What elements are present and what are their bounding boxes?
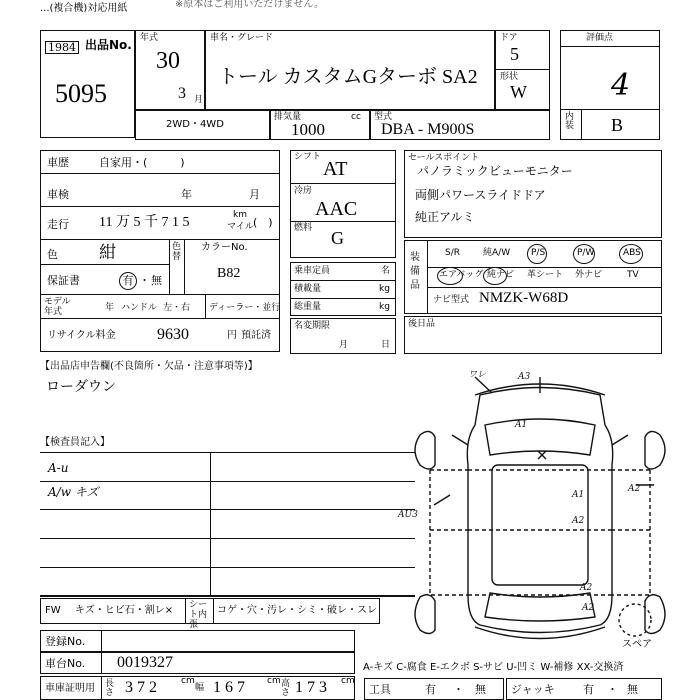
type-value: DBA - M900S (381, 121, 475, 138)
diagram-mark: A3 (518, 372, 531, 382)
fuel-label: 燃料 (294, 223, 313, 233)
diagram-mark: AU3 (398, 510, 418, 520)
year-box (135, 30, 205, 110)
year-month-unit: 月 (194, 95, 204, 105)
equip-navi: 純ナビ (487, 270, 515, 280)
sales-point-item: 両側パワースライドドア (415, 188, 546, 202)
circle-mark (619, 244, 643, 264)
model-label: 車名・グレード (210, 33, 274, 43)
lot-year-stamp: 1984 (45, 41, 79, 54)
inspection-year-unit: 年 (181, 188, 192, 201)
doors-box (495, 30, 550, 110)
ac-label: 冷房 (294, 186, 313, 196)
displacement-label: 排気量 (274, 112, 302, 122)
color-change-label: 色替 (172, 242, 182, 262)
equip-ps: P/S (531, 248, 546, 258)
dims-label: 車庫証明用 (45, 683, 95, 694)
dealer-label: ディーラー・並行 (209, 303, 281, 313)
damage-legend-box (40, 598, 380, 630)
diagram-mark: A1 (572, 490, 585, 500)
dims-box (40, 676, 355, 700)
color-code-value: B82 (217, 266, 241, 281)
navi-type-label: ナビ型式 (433, 295, 470, 305)
rear-label: 後日品 (408, 319, 436, 329)
diagram-mark: A2 (572, 516, 585, 526)
lot-box (40, 30, 135, 138)
equipment-label: 装備品 (410, 252, 420, 291)
inspector-line1: A-u (48, 461, 69, 475)
ac-value: AAC (315, 198, 358, 220)
jack-label: ジャッキ (511, 683, 555, 696)
circle-mark (437, 267, 463, 285)
windshield (485, 419, 595, 455)
grade-value: 4 (611, 68, 631, 103)
fuel-value: G (331, 228, 344, 248)
left-doors (430, 470, 468, 595)
chassis-value: 0019327 (117, 654, 173, 671)
name-change-day: 日 (381, 340, 391, 350)
damage-items: キズ・ヒビ石・割レ× (75, 605, 174, 616)
spare-tire (619, 604, 651, 636)
type-box (370, 110, 550, 140)
color-value: 紺 (99, 243, 116, 263)
damage-seat-label: シート内張 (189, 600, 208, 630)
warranty-no: 無 (151, 274, 162, 287)
dims-unit-1: cm (181, 676, 195, 686)
diagram-mark: ワレ (468, 370, 487, 380)
registration-box (40, 630, 355, 652)
registration-label: 登録No. (45, 635, 86, 648)
dims-unit-3: cm (341, 676, 355, 686)
circle-mark (573, 244, 595, 264)
damage-fw: FW (45, 605, 61, 616)
dealer-notes-label: 【出品店申告欄(不良箇所・欠品・注意事項等)】 (40, 361, 258, 372)
history-value: 自家用・( ) (99, 156, 185, 169)
sales-points-box (404, 150, 662, 238)
name-change-box (290, 318, 396, 354)
damage-x-mark (538, 451, 546, 459)
load-label: 積載量 (294, 284, 322, 294)
color-code-label: カラーNo. (201, 242, 248, 253)
shift-value: AT (323, 158, 348, 180)
spare-label: スペア (622, 639, 652, 650)
dims-height-value: 1 7 3 (295, 679, 327, 696)
gross-label: 総重量 (294, 302, 322, 312)
sales-point-item: 純正アルミ (415, 210, 475, 224)
header-top-line: ...(複合機)対応用紙 (40, 3, 128, 14)
model-box (205, 30, 495, 110)
shape-value: W (510, 82, 527, 102)
chassis-box (40, 652, 355, 674)
inspection-month-unit: 月 (249, 188, 260, 201)
spec-box (290, 150, 396, 258)
lot-label: 出品No. (85, 38, 132, 52)
name-change-label: 名変期限 (294, 321, 331, 331)
sales-point-item: パノラミックビューモニター (417, 164, 573, 178)
circle-mark (483, 267, 507, 285)
drive-label: 2WD・4WD (166, 119, 224, 130)
year-value: 30 (156, 48, 180, 74)
chassis-label: 車台No. (45, 657, 86, 670)
type-label: 型式 (374, 112, 393, 122)
shift-label: シフト (294, 152, 322, 162)
dims-length-value: 3 7 2 (125, 679, 157, 696)
sales-points-label: セールスポイント (408, 153, 480, 163)
wheel-rear-right (645, 595, 665, 634)
diagram-mark: A2 (580, 583, 593, 593)
diagram-mark: A1 (515, 420, 528, 430)
info-table: 車歴 自家用・( ) 車検 年 月 走行 11 万 5 千 7 1 5 km マイル ( ) 色 紺 色替 カラーNo. B82 保証書 有 ・ 無 モデル年式 年 ハンドル 左・右 ディーラー・並行 リサイクル料金 9630 円 預託済 (40, 150, 280, 352)
year-label: 年式 (140, 33, 159, 43)
jack-yes: 有 (583, 683, 594, 696)
interior-value: B (611, 115, 624, 135)
inspector-label: 【検査員記入】 (40, 437, 110, 448)
equip-sr: S/R (445, 248, 460, 258)
tools-yes: 有 (425, 683, 436, 696)
doors-label: ドア (500, 33, 518, 43)
name-change-month: 月 (339, 340, 349, 350)
color-label: 色 (47, 248, 58, 261)
wheel-rear-left (415, 595, 435, 634)
tools-box: 工具 有 ・ 無 (364, 678, 504, 700)
mileage-paren: ( ) (253, 216, 273, 229)
drive-box (135, 110, 270, 140)
recycle-value: 9630 (157, 326, 189, 343)
dims-width-label: 幅 (195, 683, 205, 693)
dims-unit-2: cm (267, 676, 281, 686)
car-damage-diagram (390, 365, 690, 665)
navi-type-value: NMZK-W68D (479, 290, 569, 306)
recycle-status: 預託済 (241, 330, 271, 341)
mirrors (452, 435, 628, 445)
displacement-box (270, 110, 370, 140)
leader-lines (434, 377, 654, 505)
handle-value: 左・右 (163, 303, 191, 313)
diagram-mark: A2 (628, 484, 641, 494)
mileage-value: 11 万 5 千 7 1 5 (99, 215, 190, 230)
inspection-label: 車検 (47, 188, 69, 201)
displacement-unit: cc (351, 112, 361, 122)
recycle-unit: 円 (227, 330, 237, 341)
inspector-grid (40, 452, 415, 596)
warranty-label: 保証書 (47, 274, 80, 287)
dealer-notes-value: ローダウン (46, 379, 116, 395)
mileage-label: 走行 (47, 218, 69, 231)
model-year-unit: 年 (105, 303, 115, 313)
doors-value: 5 (510, 44, 519, 64)
dims-width-value: 1 6 7 (213, 679, 245, 696)
wheel-front-left (415, 431, 435, 469)
mileage-unit-km: km (233, 210, 247, 220)
interior-label: 内装 (565, 112, 575, 131)
history-label: 車歴 (47, 156, 69, 169)
load-unit: kg (379, 284, 390, 294)
grade-box (560, 30, 660, 140)
warranty-yes: 有 (119, 272, 137, 290)
gross-unit: kg (379, 302, 390, 312)
inspector-line2: A/w キズ (48, 485, 99, 499)
capacity-unit: 名 (381, 266, 391, 276)
equip-abs: ABS (623, 248, 641, 258)
year-month: 3 (178, 85, 186, 102)
diagram-mark: A2 (582, 603, 595, 613)
rear-box (404, 316, 662, 354)
circle-mark (527, 244, 547, 264)
tools-label: 工具 (369, 683, 391, 696)
jack-box: ジャッキ 有 ・ 無 (506, 678, 662, 700)
door-lines (468, 470, 612, 595)
header-fax-note: ※原本はご利用いただけません。 (175, 0, 324, 10)
equip-tv: TV (627, 270, 639, 280)
codes-legend: A-キズ C-腐食 E-エクボ S-サビ U-凹ミ W-補修 XX-交換済 (363, 662, 624, 673)
recycle-label: リサイクル料金 (47, 330, 116, 341)
equip-aw: 純A/W (483, 248, 511, 258)
model-year-label: モデル年式 (44, 297, 71, 317)
jack-no: 無 (627, 683, 638, 696)
tools-no: 無 (475, 683, 486, 696)
handle-label: ハンドル (121, 303, 158, 313)
capacity-box (290, 262, 396, 316)
damage-items2: コゲ・穴・汚レ・シミ・破レ・スレ (217, 605, 377, 616)
displacement-value: 1000 (291, 120, 325, 139)
dims-height-label: 高さ (281, 679, 291, 698)
mileage-unit-mile: マイル (227, 222, 254, 232)
model-value: トール カスタムGターボ SA2 (218, 66, 478, 88)
grade-label: 評価点 (586, 33, 614, 43)
lot-number: 5095 (55, 79, 107, 108)
wheel-front-right (645, 431, 665, 469)
rear-window (485, 593, 595, 621)
equip-airbag: エアバッグ (439, 270, 484, 280)
equip-leather: 革シート (527, 270, 564, 280)
dims-length-label: 長さ (105, 679, 115, 698)
shape-label: 形状 (500, 72, 519, 82)
equipment-box (404, 240, 662, 314)
equip-pw: P/W (577, 248, 595, 258)
equip-ext-navi: 外ナビ (575, 270, 603, 280)
capacity-label: 乗車定員 (294, 266, 331, 276)
